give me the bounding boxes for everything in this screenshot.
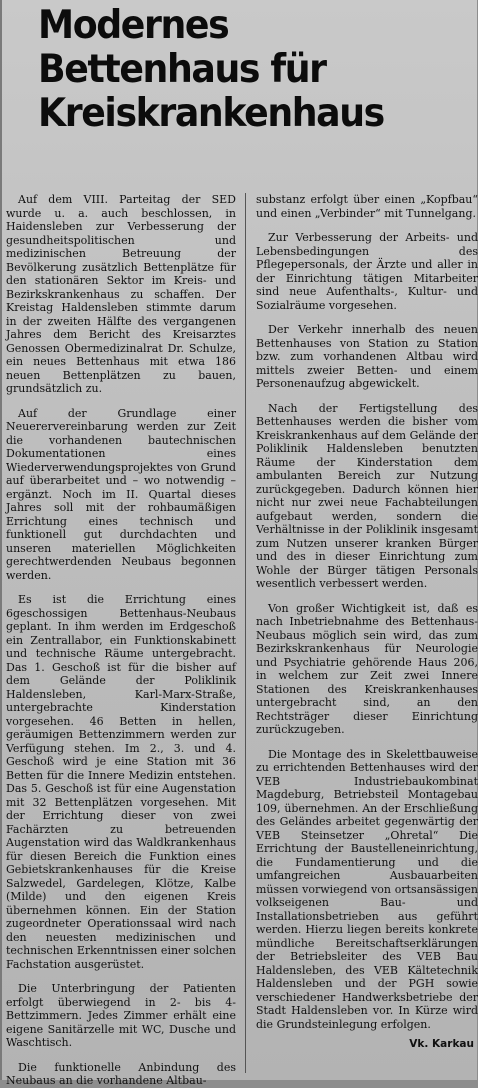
headline-line-1: Modernes [38, 3, 229, 48]
paragraph: Von großer Wichtigkeit ist, daß es nach Inbetriebnahme des Bettenhaus-Neubaus möglich sein wird, das zum Bezirkskrankenhaus für Neurologie und Psychiatrie gehörende Haus 206, in welchem zur Zeit zwei Innere Stationen des Kreiskrankenhauses untergebracht sind, an den Rechtsträger dieser Einrichtung zurückzugeben. [256, 601, 478, 736]
paragraph: substanz erfolgt über einen „Kopfbau“ und einen „Verbinder“ mit Tunnelgang. [256, 193, 478, 220]
article-column-right [256, 193, 478, 1073]
article-column-left [6, 193, 236, 1087]
paragraph: Die Unterbringung der Patienten erfolgt überwiegend in 2- bis 4-Bettzimmern. Jedes Zimmer erhält eine eigene Sanitärzelle mit WC, Dusche und Waschtisch. [6, 982, 236, 1049]
article-headline [38, 4, 447, 136]
paragraph: Zur Verbesserung der Arbeits- und Lebensbedingungen des Pflegepersonals, der Ärzte und aller in der Einrichtung tätigen Mitarbeiter sind neue Aufenthalts-, Kultur- und Sozialräume vorgesehen. [256, 231, 478, 312]
paragraph: Die Montage des in Skelettbauweise zu errichtenden Bettenhauses wird der VEB Industriebaukombinat Magdeburg, Betriebsteil Montagebau 109, übernehmen. An der Erschließung des Geländes arbeitet gegenwärtig der VEB Steinsetzer „Ohretal“ Die Errichtung der Baustelleneinrichtung, die Fundamentierung und die umfangreichen Ausbauarbeiten müssen vorwiegend von ortsansässigen volkseigenen Bau- und Installationsbetrieben aus geführt werden. Hierzu liegen bereits konkrete mündliche Bereitschaftserklärungen der Betriebsleiter des VEB Bau Haldensleben, des VEB Kältetechnik Haldensleben und der PGH sowie verschiedener Handwerksbetriebe der Stadt Haldensleben vor. In Kürze wird die Grundsteinlegung erfolgen. [256, 747, 478, 1031]
paragraph: Der Verkehr innerhalb des neuen Bettenhauses von Station zu Station bzw. zum vorhandenen Altbau wird mittels zweier Betten- und einem Personenaufzug abgewickelt. [256, 323, 478, 390]
headline-line-3: Kreiskrankenhaus [38, 91, 384, 136]
paragraph: Nach der Fertigstellung des Bettenhauses werden die bisher vom Kreiskrankenhaus auf dem Gelände der Poliklinik Haldensleben benutzten Räume der Kinderstation dem ambulanten Bereich zur Nutzung zurückgegeben. Dadurch können hier nicht nur zwei neue Fachabteilungen aufgebaut werden, sondern die Verhältnisse in der Poliklinik insgesamt zum Nutzen unserer kranken Bürger und des in dieser Einrichtung zum Wohle der Bürger tätigen Personals wesentlich verbessert werden. [256, 401, 478, 590]
paragraph: Es ist die Errichtung eines 6geschossigen Bettenhaus-Neubaus geplant. In ihm werden im Erdgeschoß ein Zentrallabor, ein Funktionskabinett und technische Räume untergebracht. Das 1. Geschoß ist für die bisher auf dem Gelände der Poliklinik Haldensleben, Karl-Marx-Straße, untergebrachte Kinderstation vorgesehen. 46 Betten in hellen, geräumigen Bettenzimmern werden zur Verfügung stehen. Im 2., 3. und 4. Geschoß wird je eine Station mit 36 Betten für die Innere Medizin entstehen. Das 5. Geschoß ist für eine Augenstation mit 32 Bettenplätzen vorgesehen. Mit der Errichtung dieser von zwei Fachärzten zu betreuenden Augenstation wird das Waldkrankenhaus für diesen Bereich die Funktion eines Gebietskrankenhauses für die Kreise Salzwedel, Gardelegen, Klötze, Kalbe (Milde) und den eigenen Kreis übernehmen können. Ein der Station zugeordneter Operationssaal wird nach den neuesten medizinischen und technischen Erkenntnissen einer solchen Fachstation ausgerüstet. [6, 593, 236, 971]
headline-line-2: Bettenhaus für [38, 47, 326, 92]
paragraph: Auf dem VIII. Parteitag der SED wurde u. a. auch beschlossen, in Haidensleben zur Verbesserung der gesundheitspolitischen und medizinischen Betreuung der Bevölkerung zusätzlich Bettenplätze für den stationären Sektor im Kreis- und Bezirkskrankenhaus zu schaffen. Der Kreistag Haldensleben stimmte darum in der zweiten Hälfte des vergangenen Jahres dem Bericht des Kreisarztes Genossen Obermedizinalrat Dr. Schulze, ein neues Bettenhaus mit etwa 186 neuen Bettenplätzen zu bauen, grundsätzlich zu. [6, 193, 236, 395]
author-signature: Vk. Karkau [409, 1038, 474, 1050]
column-divider [245, 193, 246, 1073]
paragraph: Auf der Grundlage einer Neuerervereinbarung werden zur Zeit die vorhandenen bautechnischen Dokumentationen eines Wiederverwendungsprojektes von Grund auf überarbeitet und – wo notwendig – ergänzt. Noch im II. Quartal dieses Jahres soll mit der rohbaumäßigen Errichtung eines technisch und funktionell gut durchdachten und unseren materiellen Möglichkeiten gerechtwerdenden Neubaus begonnen werden. [6, 406, 236, 582]
paragraph: Die funktionelle Anbindung des Neubaus an die vorhandene Altbau- [6, 1060, 236, 1087]
